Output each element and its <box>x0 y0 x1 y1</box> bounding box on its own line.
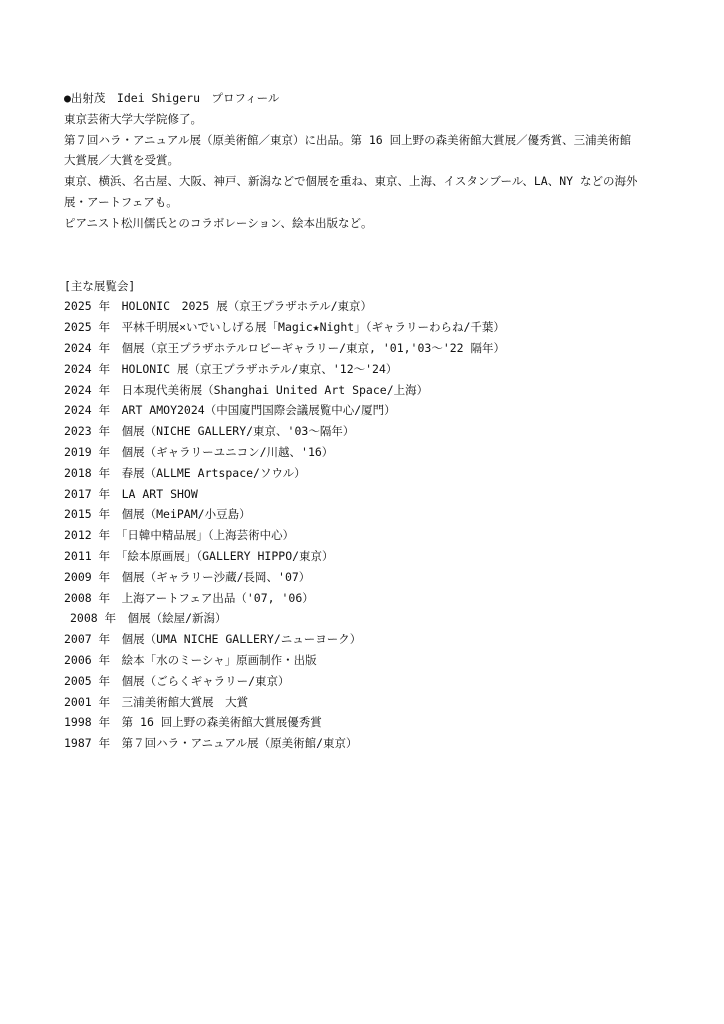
exhibition-item: 2024 年 個展（京王プラザホテルロビーギャラリー/東京, '01,'03～'22 隔年） <box>64 340 506 355</box>
exhibition-item: 2011 年 「絵本原画展」（GALLERY HIPPO/東京） <box>64 548 334 563</box>
profile-section <box>64 88 674 234</box>
profile-line: ピアニスト松川儒氏とのコラボレーション、絵本出版など。 <box>64 215 373 230</box>
exhibitions-section <box>64 276 674 754</box>
exhibition-item: 2007 年 個展（UMA NICHE GALLERY/ニューヨーク） <box>64 632 362 647</box>
exhibition-item: 2019 年 個展（ギャラリーユニコン/川越、'16） <box>64 444 334 459</box>
profile-line: 東京、横浜、名古屋、大阪、神戸、新潟などで個展を重ね、東京、上海、イスタンブール、LA、NY などの海外 <box>64 174 638 189</box>
exhibition-item: 2017 年 LA ART SHOW <box>64 486 198 501</box>
exhibition-item: 2024 年 HOLONIC 展（京王プラザホテル/東京、'12～'24） <box>64 361 398 376</box>
profile-line: 第７回ハラ・アニュアル展（原美術館／東京）に出品。第 16 回上野の森美術館大賞展／優秀賞、三浦美術館 <box>64 132 632 147</box>
exhibition-item: 2008 年 上海アートフェア出品（'07, '06） <box>64 590 314 605</box>
document-page <box>64 88 674 754</box>
profile-line: 展・アートフェアも。 <box>64 194 178 209</box>
exhibition-item: 2006 年 絵本「水のミーシャ」原画制作・出版 <box>64 652 317 667</box>
exhibition-item: 2025 年 HOLONIC 2025 展（京王プラザホテル/東京） <box>64 299 373 314</box>
exhibition-item: 2012 年 「日韓中精品展」（上海芸術中心） <box>64 528 295 543</box>
exhibitions-heading: [主な展覧会] <box>64 278 136 293</box>
profile-heading: ●出射茂 Idei Shigeru プロフィール <box>64 91 280 105</box>
exhibition-item: 2009 年 個展（ギャラリー沙蔵/長岡、'07） <box>64 569 311 584</box>
profile-line: 大賞展／大賞を受賞。 <box>64 153 179 168</box>
exhibition-item: 2015 年 個展（MeiPAM/小豆島） <box>64 507 251 522</box>
exhibition-item: 1998 年 第 16 回上野の森美術館大賞展優秀賞 <box>64 715 322 730</box>
exhibition-item: 2001 年 三浦美術館大賞展 大賞 <box>64 694 249 709</box>
exhibition-item: 2024 年 日本現代美術展（Shanghai United Art Space/上海） <box>64 382 429 397</box>
exhibition-item: 1987 年 第７回ハラ・アニュアル展（原美術館/東京） <box>64 736 358 751</box>
exhibition-item: 2005 年 個展（ごらくギャラリー/東京） <box>64 673 290 688</box>
exhibition-item: 2023 年 個展（NICHE GALLERY/東京、'03～隔年） <box>64 424 355 439</box>
profile-line: 東京芸術大学大学院修了。 <box>64 111 202 126</box>
exhibition-item: 2025 年 平林千明展×いでいしげる展「Magic★Night」（ギャラリーわらね/千葉） <box>64 320 505 335</box>
section-spacer <box>64 234 674 276</box>
exhibition-item: 2024 年 ART AMOY2024（中国廈門国際会議展覧中心/厦門） <box>64 403 396 418</box>
exhibition-item: 2008 年 個展（絵屋/新潟） <box>70 611 227 626</box>
exhibition-item: 2018 年 春展（ALLME Artspace/ソウル） <box>64 465 306 480</box>
